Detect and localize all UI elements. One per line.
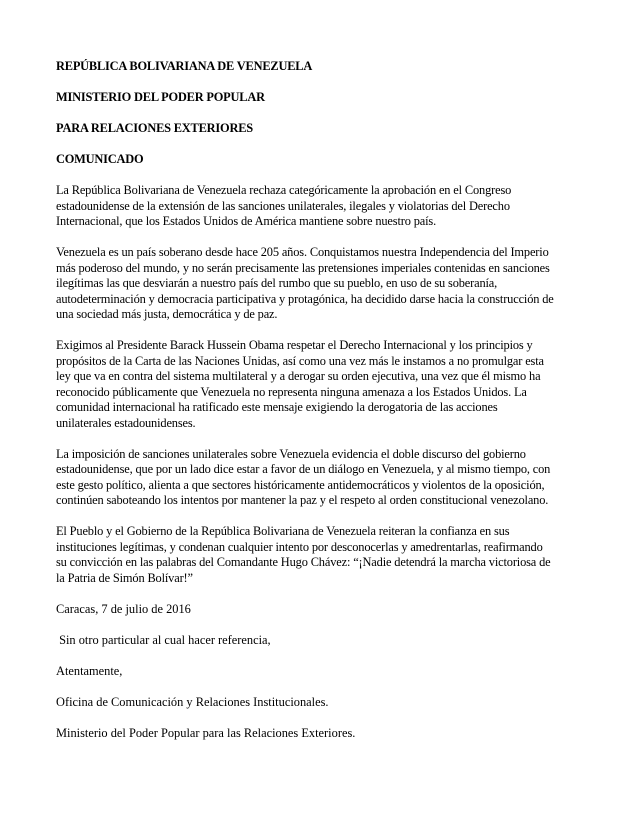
date-line: Caracas, 7 de julio de 2016 (56, 601, 191, 616)
paragraph-line: su convicción en las palabras del Comandante Hugo Chávez: “¡Nadie detendrá la marcha victoriosa de (56, 555, 551, 569)
paragraph-line: La imposición de sanciones unilaterales sobre Venezuela evidencia el doble discurso del gobierno (56, 446, 526, 461)
paragraph-line: más poderoso del mundo, y no serán precisamente las pretensiones imperiales contenidas en sanciones (56, 260, 550, 275)
paragraph-line: ilegítimas las que desviarán a nuestro país del rumbo que su pueblo, en uso de su soberanía, (56, 276, 498, 290)
paragraph-line: comunidad internacional ha ratificado este mensaje exigiendo la derogatoria de las acciones (56, 400, 498, 414)
paragraph-line: instituciones legítimas, y condenan cualquier intento por desconocerlas y amedrentarlas, reafirmando (56, 539, 543, 554)
paragraph-line: ley que va en contra del sistema multilateral y a derogar su orden ejecutiva, una vez que él mismo ha (56, 369, 541, 383)
paragraph-line: este gesto político, alienta a que sectores históricamente antidemocráticos y violentos de la oposición, (56, 477, 545, 492)
closing-oficina: Oficina de Comunicación y Relaciones Institucionales. (56, 694, 329, 709)
paragraph-line: Venezuela es un país soberano desde hace 205 años. Conquistamos nuestra Independencia del Imperio (56, 245, 549, 259)
paragraph-line: Internacional, que los Estados Unidos de América mantiene sobre nuestro país. (56, 214, 437, 228)
paragraph-rechazo (56, 183, 584, 230)
paragraph-line: unilaterales estadounidenses. (56, 415, 196, 430)
paragraph-line: El Pueblo y el Gobierno de la República Bolivariana de Venezuela reiteran la confianza en sus (56, 524, 510, 538)
paragraph-line: estadounidense, que por un lado dice estar a favor de un diálogo en Venezuela, y al mismo tiempo, con (56, 462, 551, 476)
closing-ministerio: Ministerio del Poder Popular para las Relaciones Exteriores. (56, 725, 356, 740)
document-page (56, 59, 584, 757)
paragraph-line: la Patria de Simón Bolívar!” (56, 570, 193, 585)
heading-relaciones-exteriores: PARA RELACIONES EXTERIORES (56, 121, 253, 135)
heading-republica: REPÚBLICA BOLIVARIANA DE VENEZUELA (56, 59, 313, 73)
paragraph-soberania (56, 245, 584, 323)
heading-ministerio: MINISTERIO DEL PODER POPULAR (56, 90, 265, 104)
paragraph-line: Exigimos al Presidente Barack Hussein Obama respetar el Derecho Internacional y los principios y (56, 338, 533, 352)
paragraph-line: continúen saboteando los intentos por mantener la paz y el respeto al orden constitucional venezolano. (56, 493, 549, 507)
paragraph-exigencia (56, 338, 584, 431)
paragraph-doble-discurso (56, 447, 584, 509)
paragraph-confianza (56, 524, 584, 586)
closing-atentamente: Atentamente, (56, 663, 123, 678)
heading-comunicado: COMUNICADO (56, 152, 144, 166)
paragraph-line: reconocido públicamente que Venezuela no representa ninguna amenaza a los Estados Unidos. La (56, 384, 527, 399)
paragraph-line: propósitos de la Carta de las Naciones Unidas, así como una vez más le instamos a no promulgar esta (56, 353, 544, 368)
paragraph-line: autodeterminación y democracia participativa y protagónica, ha decidido darse hacia la construcción de (56, 291, 554, 306)
closing-sin-otro-particular: Sin otro particular al cual hacer referencia, (56, 632, 271, 647)
paragraph-line: estadounidense de la extensión de las sanciones unilaterales, ilegales y violatorias del Derecho (56, 198, 510, 213)
paragraph-line: La República Bolivariana de Venezuela rechaza categóricamente la aprobación en el Congreso (56, 183, 512, 197)
paragraph-line: una sociedad más justa, democrática y de paz. (56, 307, 278, 321)
